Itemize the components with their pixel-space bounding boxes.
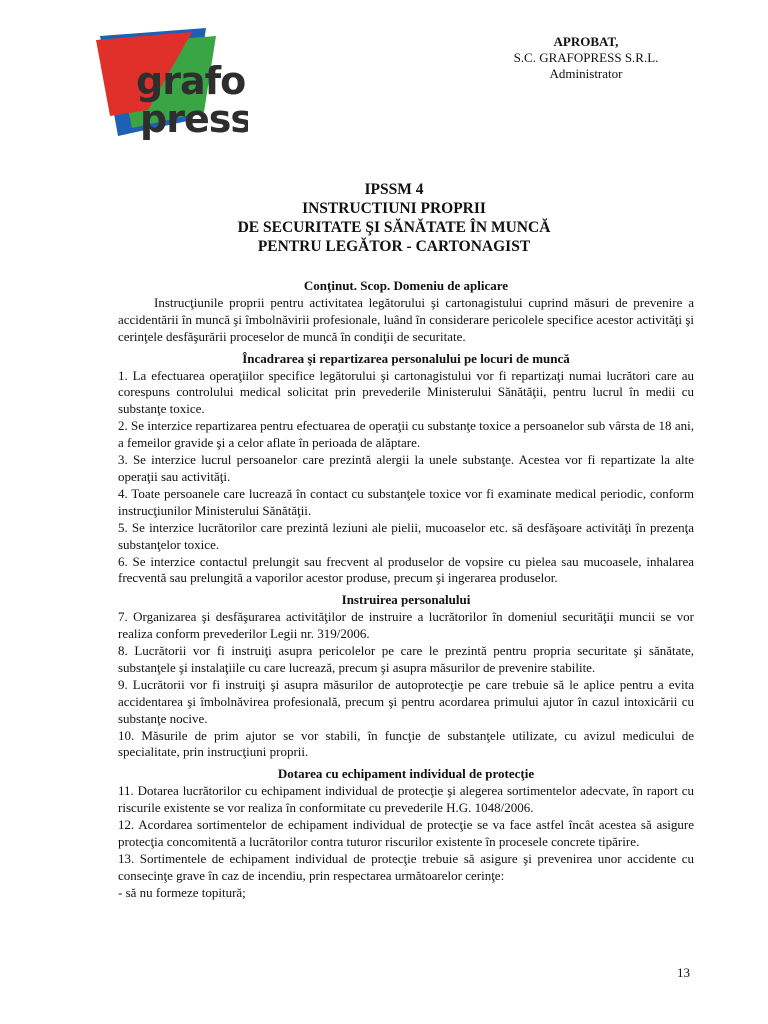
list-item: 8. Lucrătorii vor fi instruiţi asupra pericolelor pe care le prezintă pentru propria securitate şi sănătate, substanţele şi instalaţiile cu care lucrează, precum şi asupra măsurilor de prevenire stabilite. — [118, 643, 694, 675]
list-item: 2. Se interzice repartizarea pentru efectuarea de operaţii cu substanţe toxice a persoanelor sub vârsta de 18 ani, a femeilor gravide şi a celor aflate în perioada de alăptare. — [118, 418, 694, 451]
list-item: - să nu formeze topitură; — [118, 884, 246, 900]
list-item: 9. Lucrătorii vor fi instruiţi şi asupra măsurilor de autoprotecţie pe care trebuie să le aplice pentru a evita accidentarea şi îmbolnăvirea profesională, precum şi pentru acordarea primului ajutor în cazul intoxicării cu substanţe nocive. — [118, 676, 694, 726]
list-item: 5. Se interzice lucrătorilor care prezintă leziuni ale pielii, mucoaselor etc. să desfăşoare activităţi în prezenţa substanţelor toxice. — [118, 519, 694, 552]
list-item: 1. La efectuarea operaţiilor specifice legătorului şi cartonagistului vor fi repartizaţi numai lucrători care au corespuns controlului medical solicitat prin prevederile Ministerului Sănătăţii, pentru lucrul în medii cu substanţe toxice. — [118, 367, 694, 417]
title-line-code: IPSSM 4 — [364, 181, 424, 198]
title-line-role: PENTRU LEGĂTOR - CARTONAGIST — [257, 238, 531, 255]
grafopress-logo — [88, 24, 248, 144]
intro-paragraph: Instrucţiunile proprii pentru activitatea legătorului şi cartonagistului cuprind măsuri de prevenire a accidentării în muncă şi îmbolnăvirii profesionale, luând în considerare pericolele specifice acestor activităţi şi cerinţele desfăşurării proceselor de muncă în condiţii de securitate. — [118, 294, 694, 344]
section-title-equipment: Dotarea cu echipament individual de protecţie — [277, 766, 535, 782]
list-item: 7. Organizarea şi desfăşurarea activităţilor de instruire a lucrătorilor în domeniul securităţii muncii se vor realiza conform prevederilor Legii nr. 319/2006. — [118, 609, 694, 642]
title-line-instructions: INSTRUCTIUNI PROPRII — [302, 200, 486, 217]
document-body — [118, 278, 694, 902]
approval-role: Administrator — [549, 66, 623, 81]
title-line-safety: DE SECURITATE ŞI SĂNĂTATE ÎN MUNCĂ — [237, 219, 551, 236]
section-title-training: Instruirea personalului — [341, 592, 471, 608]
svg-text:grafo: grafo — [136, 59, 246, 103]
list-item: 12. Acordarea sortimentelor de echipament individual de protecţie se va face astfel încât acestea să asigure protecţia concomitentă a lucrătorilor contra tuturor riscurilor existente în procesele concrete tipărire. — [118, 817, 694, 849]
list-item: 13. Sortimentele de echipament individual de protecţie trebuie să asigure şi prevenirea unor accidente cu consecinţe grave în caz de incendiu, prin respectarea următoarelor cerinţe: — [118, 850, 694, 883]
list-item: 6. Se interzice contactul prelungit sau frecvent al produselor de vopsire cu pielea sau mucoasele, inhalarea frecventă sau prelungită a vaporilor acestor produse, precum şi ingerarea produselor. — [118, 553, 694, 586]
page-number: 13 — [677, 965, 690, 980]
section-title-staffing: Încadrarea şi repartizarea personalului pe locuri de muncă — [242, 350, 570, 366]
list-item: 11. Dotarea lucrătorilor cu echipament individual de protecţie şi alegerea sortimentelor adecvate, în raport cu riscurile existente se vor realiza în conformitate cu prevederile H.G. 1048/2006. — [118, 783, 694, 816]
list-item: 4. Toate persoanele care lucrează în contact cu substanţele toxice vor fi examinate medical periodic, conform instrucţiunilor Ministerului Sănătăţii. — [118, 485, 694, 518]
section-title-scope: Conţinut. Scop. Domeniu de aplicare — [303, 278, 509, 293]
logo-graphic — [88, 24, 248, 144]
list-item: 10. Măsurile de prim ajutor se vor stabili, în funcţie de substanţele utilizate, cu avizul medicului de specialitate, prin instrucţiuni proprii. — [118, 727, 694, 760]
approval-company: S.C. GRAFOPRESS S.R.L. — [513, 50, 659, 65]
approval-block — [470, 34, 702, 82]
list-item: 3. Se interzice lucrul persoanelor care prezintă alergii la unele substanţe. Acestea vor fi repartizate la alte operaţii sau activităţi. — [118, 452, 694, 484]
svg-text:press: press — [140, 97, 248, 141]
approval-title: APROBAT, — [553, 34, 619, 49]
document-title — [96, 180, 692, 256]
